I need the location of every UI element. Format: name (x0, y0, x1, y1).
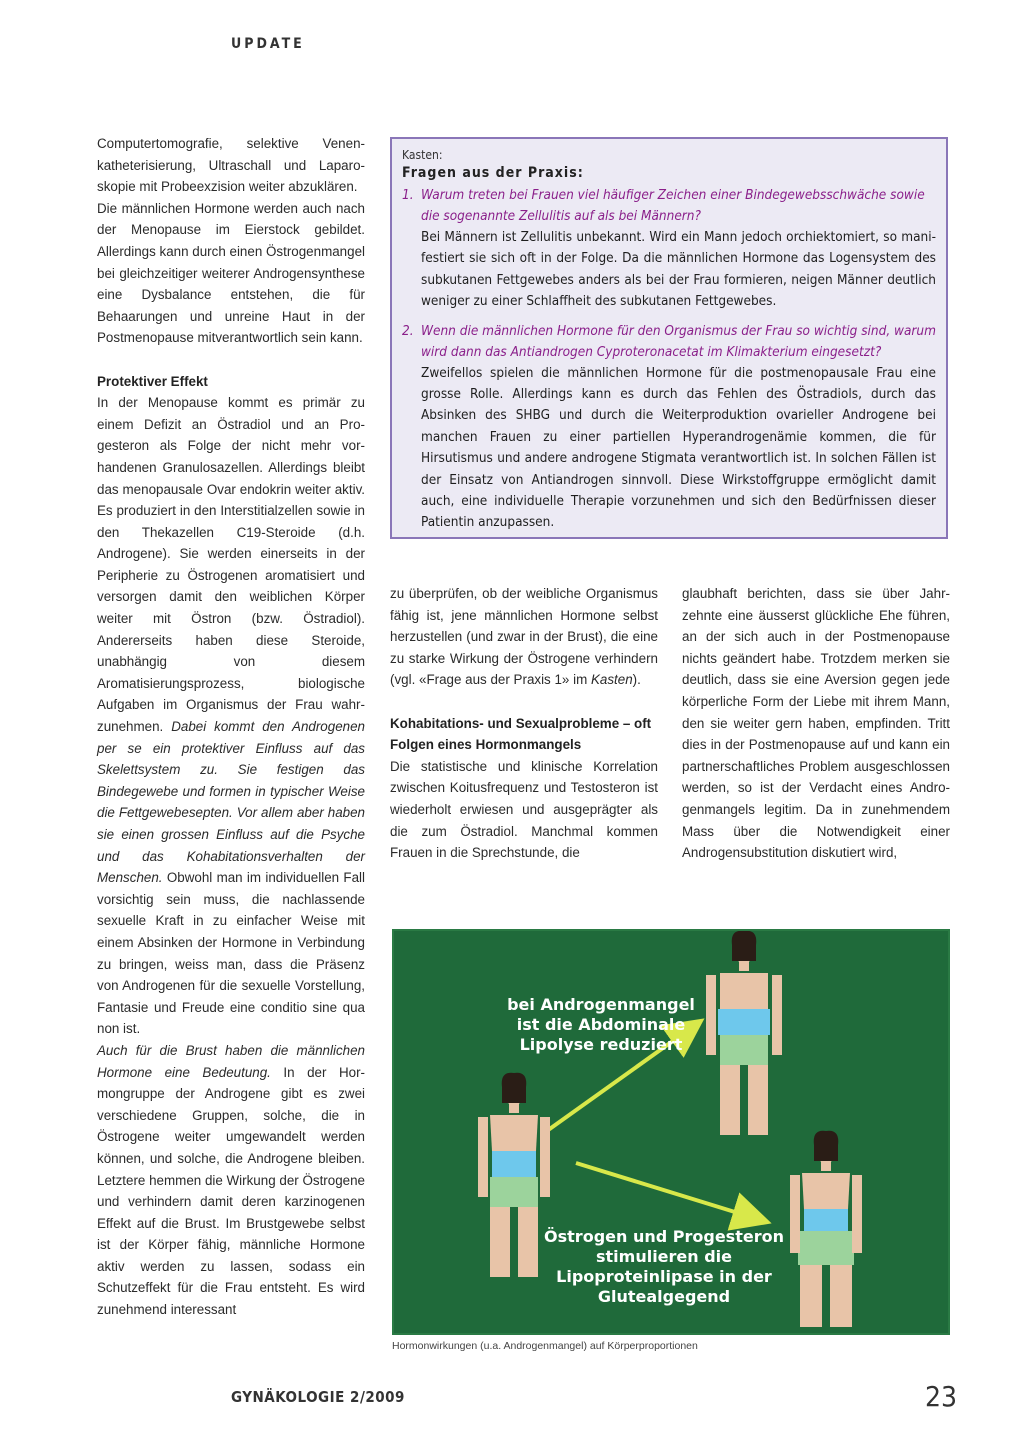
paragraph: zu überprüfen, ob der weibliche Organismus fähig ist, jene männlichen Hormone selbst herzustellen (und zwar in der Brust), die eine zu starke Wirkung der Östrogene verhindern (vgl. «Frage aus der Praxis 1» im Kasten). (390, 586, 658, 688)
text-column-middle (390, 583, 658, 864)
figure-label-top: bei Androgenmangel ist die Abdominale Lipolyse reduziert (507, 995, 695, 1054)
text-column-right (682, 583, 950, 864)
question-2: 2. Wenn die männlichen Hormone für den Organismus der Frau so wichtig sind, warum wird dann das Antiandrogen Cyproteronacetat im Klimakterium eingesetzt? (402, 322, 936, 360)
subheading-kohabitation: Kohabitations- und Sexualprobleme – oft Folgen eines Hormonmangels (390, 715, 652, 753)
info-box (390, 137, 948, 539)
page-number: 23 (925, 1380, 958, 1413)
arrow-down (576, 1163, 764, 1221)
woman-figure-top-right (706, 931, 782, 1135)
question-1: 1. Warum treten bei Frauen viel häufiger Zeichen einer Bindegewebsschwäche sowie die sogenannte Zellulitis auf als bei Männern? (402, 187, 925, 224)
paragraph: In der Menopause kommt es primär zu einem Defizit an Östradiol und an Progesteron als Folge der nicht mehr vorhandenen Granulosazellen. Allerdings bleibt das menopausale Ovar endokrin weiter aktiv. Es produziert in den Interstitialzellen sowie in den Thekazellen C19-Steroide (d.h. Androgene). Sie werden einerseits in der Peripherie zu Östrogenen aromatisiert und versorgen damit den weiblichen Körper weiter mit Östron (bzw. Östradiol). Andererseits haben diese Steroide, unabhängig von diesem Aromatisierungsprozess, biologische Aufgaben im Organismus der Frau wahrzunehmen. Dabei kommt den Androgenen per se ein protektiver Einfluss auf das Skelettsystem zu. Sie festigen das Bindegewebe und formen in typischer Weise die Fettgewebesepten. Vor allem aber haben sie einen grossen Einfluss auf die Psyche und das Kohabitationsverhalten der Menschen. Obwohl man im individuellen Fall vorsichtig sein muss, die nachlassende sexuelle Kraft in zu einfacher Weise mit einem Absinken der Hormone in Verbindung zu bringen, weiss man, dass die Präsenz von Androgenen für die sexuelle Vorstellung, Fantasie und Freude eine conditio sine qua non ist. (97, 395, 365, 1037)
answer-2: Zweifellos spielen die männlichen Hormone für die postmenopausale Frau eine grosse Rolle. Allerdings kann es durch das Fehlen des Östradiols, durch das Absinken des SHBG und durch die Weiterproduktion ovarieller Androgene bei manchen Frauen zu einer partiellen Hyperandrogenämie kommen, die für Hirsutismus und andere androgene Stigmata verantwortlich ist. In solchen Fällen ist der Einsatz von Antiandrogen sinnvoll. Diese Wirkstoffgruppe ermöglicht damit auch, eine individuelle Therapie vorzunehmen und sich den Bedürfnissen dieser Patientin anzupassen. (421, 364, 936, 531)
subheading-protektiver-effekt: Protektiver Effekt (97, 373, 208, 389)
paragraph: glaubhaft berichten, dass sie über Jahrzehnte eine äusserst glückliche Ehe führen, an der sich auch in der Postmenopause nichts geändert habe. Trotzdem merken sie deutlich, dass sie eine Aversion gegen jede körperliche Form der Liebe mit ihrem Mann, den sie weiter gern haben, empfinden. Tritt dies in der Postmenopause auf und kann ein partnerschaftliches Problem ausgeschlossen werden, so ist der Verdacht eines Androgenmangels legitim. Da in zunehmendem Mass über die Notwendigkeit einer Androgensubstitution diskutiert wird, (682, 586, 950, 861)
box-title: Fragen aus der Praxis: (402, 165, 584, 181)
woman-figure-left (478, 1073, 550, 1277)
paragraph: Auch für die Brust haben die männlichen Hormone eine Bedeutung. In der Hormongruppe der Androgene gibt es zwei verschiedene Gruppen, solche, die in Östrogene weiter umgewandelt werden können, und solche, die Androgene bleiben. Letztere hemmen die Wirkung der Östrogene und verhindern damit deren karzinogenen Effekt auf die Brust. Im Brustgewebe selbst ist der Körper fähig, männliche Hormone aktiv werden zu lassen, sodass ein Schutzeffekt für die Frau entsteht. Es wird zunehmend interessant (97, 1042, 365, 1318)
box-label: Kasten: (402, 148, 443, 162)
journal-footer: GYNÄKOLOGIE 2/2009 (231, 1388, 405, 1406)
section-header: UPDATE (231, 36, 305, 52)
paragraph: Die männlichen Hormone werden auch nach der Menopause im Eierstock gebildet. Allerdings kann durch einen Östrogenmangel bei gleichzeitiger weiterer Androgensynthese eine Dysbalance entstehen, die für Behaarungen und unreine Haut in der Postmenopause mitverantwortlich sein kann. (97, 200, 365, 346)
body-proportions-figure (392, 929, 950, 1335)
figure-label-bottom: Östrogen und Progesteron stimulieren die Lipoproteinlipase in der Glutealgegend (544, 1227, 784, 1306)
paragraph: Computertomografie, selektive Venenkatheterisierung, Ultraschall und Laparoskopie mit Probeexzision weiter abzuklären. (97, 136, 365, 195)
woman-figure-bottom-right (790, 1131, 862, 1327)
figure-caption: Hormonwirkungen (u.a. Androgenmangel) auf Körperproportionen (392, 1340, 698, 1352)
paragraph: Die statistische und klinische Korrelation zwischen Koitusfrequenz und Testosteron ist wiederholt erwiesen und ausgeprägter als die zum Östradiol. Manchmal kommen Frauen in die Sprechstunde, die (390, 758, 658, 861)
text-column-left (97, 133, 365, 1321)
answer-1: Bei Männern ist Zellulitis unbekannt. Wird ein Mann jedoch orchiektomiert, so manifestiert sie sich oft in der Folge. Da die männlichen Hormone das Logensystem des subkutanen Fettgewebes anders als bei der Frau formieren, neigen Männer deutlich weniger zu einer Schlaffheit des subkutanen Fettgewebes. (421, 229, 936, 310)
